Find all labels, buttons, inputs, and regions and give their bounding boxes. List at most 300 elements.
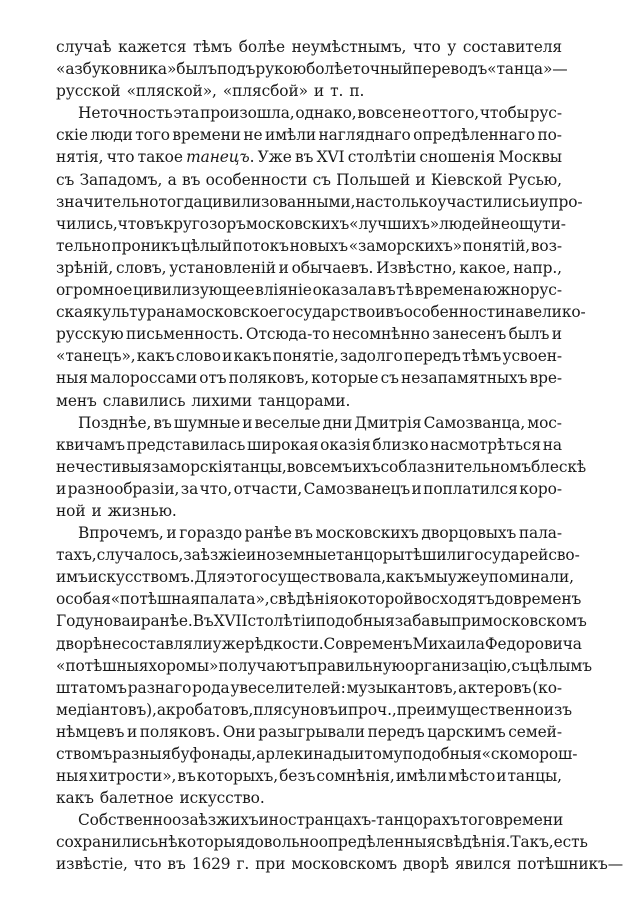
word: какое, [459, 258, 511, 277]
word: того [459, 811, 495, 830]
text-line [56, 434, 562, 456]
word: передъ [403, 347, 461, 366]
paragraph [56, 412, 587, 522]
word: цѣлый [180, 236, 232, 255]
word: свѣдѣнія. [436, 833, 511, 852]
text-line [56, 500, 562, 522]
text-line [56, 146, 562, 168]
word: и [222, 347, 233, 366]
word: пала- [518, 524, 562, 543]
word: «потѣшная [110, 590, 200, 609]
word: въ [153, 413, 172, 432]
word: XVII [213, 612, 248, 631]
word: кажется [118, 38, 187, 56]
text-line [56, 633, 582, 655]
word: Дмитрія [354, 413, 422, 432]
word: понятіе, [272, 347, 339, 366]
word: Самозванецъ [303, 479, 411, 498]
word: музыкантовъ, [346, 678, 458, 697]
word: XVI [316, 148, 345, 167]
word: палата», [200, 590, 270, 609]
word: мы [423, 568, 448, 587]
word: всемъ [304, 457, 353, 476]
text-line [56, 345, 562, 367]
word: мѣсто [447, 767, 496, 786]
word: нѣмцевъ [56, 722, 125, 741]
word: существовала, [269, 568, 386, 587]
word: тѣмъ [192, 38, 233, 56]
word: и [551, 325, 562, 344]
word: письменность. [125, 325, 244, 344]
text-line [56, 279, 562, 301]
word: тогда [158, 192, 203, 211]
word: московскихъ [315, 524, 419, 543]
word: на [165, 303, 185, 322]
word: Отсюда-то [245, 325, 330, 344]
word: обычаевъ. [291, 258, 374, 277]
text-line [56, 412, 562, 434]
word: Годунова [56, 612, 131, 631]
word: столѣтіи [247, 612, 316, 631]
word: «пляской», [126, 82, 217, 101]
word: получаютъ [218, 656, 307, 675]
word: составителя [462, 38, 562, 56]
word: уже [212, 634, 245, 653]
word: тѣ [396, 281, 414, 300]
word: подобныя [315, 612, 395, 631]
word: ская [56, 303, 93, 322]
word: плясуновъ [253, 700, 338, 719]
word: во [286, 457, 305, 476]
word: которой [348, 590, 414, 609]
word: танцорами. [257, 391, 351, 410]
word: и [415, 170, 426, 189]
text-line [56, 566, 574, 588]
word: несоставляли [102, 634, 213, 653]
text-line [56, 191, 583, 213]
word: дворцовыхъ [421, 524, 517, 543]
word: искусствомъ. [87, 568, 195, 587]
word: русскую [56, 325, 124, 344]
word: неощути- [490, 214, 566, 233]
paragraph [56, 102, 586, 411]
word: вліяніе [255, 281, 312, 300]
word: времени [172, 126, 241, 145]
word: установленій [169, 258, 276, 277]
word: мос- [527, 413, 562, 432]
word: заѣзжіе [183, 546, 247, 565]
word: что [106, 148, 135, 167]
word: при [451, 612, 482, 631]
word: Русью, [507, 170, 562, 189]
word: и [126, 722, 138, 741]
word: арлекинады [256, 745, 355, 763]
word: поплатился [423, 479, 518, 498]
word: сношенія [419, 148, 496, 167]
word: насмотрѣться [430, 435, 542, 454]
word: государей [466, 546, 549, 565]
word: нечестивыя [56, 457, 152, 476]
word: нѣкоторыя [158, 833, 246, 852]
word: менъ [56, 391, 97, 410]
word: южнорус- [482, 281, 562, 300]
text-line [56, 235, 562, 257]
word: Такъ, [510, 833, 554, 852]
word: г. [236, 855, 250, 874]
text-line [56, 588, 582, 610]
word: иноземные [246, 546, 337, 565]
word: восходятъ [413, 590, 495, 609]
word: и [496, 767, 507, 786]
word: и [130, 612, 141, 631]
word: тѣшили [404, 546, 467, 565]
word: русской [56, 82, 121, 101]
word: въ [295, 148, 314, 167]
word: Польшей [336, 170, 410, 189]
paragraph [56, 36, 568, 102]
word: упро- [539, 192, 583, 211]
word: буфонады, [171, 745, 257, 763]
word: какъ [385, 568, 424, 587]
word: славились [102, 391, 186, 410]
word: шумные [173, 413, 241, 432]
word: однако, [295, 104, 357, 123]
word: случаѣ [56, 38, 112, 56]
text-line [56, 169, 562, 191]
word: свѣдѣнія [269, 590, 340, 609]
word: довольно [245, 833, 319, 852]
text-line [56, 80, 562, 102]
paragraph [56, 522, 592, 809]
word: «азбуковника» [56, 60, 177, 79]
word: заѣзжихъ [181, 811, 259, 830]
word: Собственно [78, 811, 172, 830]
word: особая [56, 590, 111, 609]
word: увеселителей: [230, 678, 346, 697]
word: люди [90, 126, 133, 145]
word: въ [377, 281, 396, 300]
word: Для [194, 568, 227, 587]
word: московскомъ [481, 612, 587, 631]
text-line [56, 610, 587, 632]
text-line [56, 257, 562, 279]
word: московскихъ [245, 214, 350, 233]
word: времени [494, 811, 564, 830]
word: «заморскихъ» [348, 236, 462, 255]
word: дни [322, 413, 353, 432]
word: ныя [56, 767, 88, 786]
word: опредѣленнаго [413, 126, 536, 145]
word: чились, [56, 214, 118, 233]
word: организацію, [404, 656, 512, 675]
word: за [180, 479, 199, 498]
word: поляковъ. [139, 722, 221, 741]
word: отъ [199, 369, 227, 388]
text-line [56, 301, 586, 323]
word: коро- [519, 479, 562, 498]
word: проникъ [111, 236, 181, 255]
word: медіантовъ), [56, 700, 157, 719]
word: явился [454, 855, 512, 874]
word: ныя [56, 369, 88, 388]
word: рус- [529, 104, 562, 123]
word: уже [447, 568, 480, 587]
word: съ [312, 170, 331, 189]
word: не [243, 126, 263, 145]
text-line [56, 522, 562, 544]
word: этого [226, 568, 270, 587]
word: государство [277, 303, 376, 322]
word: ствомъ [56, 745, 113, 763]
word: что [133, 855, 162, 874]
text-line [56, 544, 580, 566]
word: нятія, [56, 148, 104, 167]
word: тому [364, 745, 403, 763]
word: есть [553, 833, 588, 852]
word: представилась [126, 435, 246, 454]
word: велико- [524, 303, 586, 322]
word: царскимъ [427, 722, 506, 741]
text-line [56, 655, 592, 677]
word: «лучшихъ» [349, 214, 440, 233]
word: преимущественно [396, 700, 544, 719]
word: вовсе [357, 104, 402, 123]
word: новыхъ [289, 236, 348, 255]
word: иностранцахъ-танцорахъ [258, 811, 460, 830]
word: слово [175, 347, 221, 366]
word: болѣе [238, 38, 285, 56]
word: разныя [112, 745, 172, 763]
word: потокъ [232, 236, 289, 255]
word: цѣлымъ [529, 656, 592, 675]
word: балетное [99, 789, 174, 808]
word: Западомъ, [79, 170, 163, 189]
word: «потѣшныя [56, 656, 149, 675]
word: «танецъ», [56, 347, 136, 366]
word: и [411, 479, 422, 498]
word: поляковъ, [228, 369, 310, 388]
word: ранѣе [244, 524, 292, 543]
word: актеровъ [458, 678, 532, 697]
word: ной [56, 501, 86, 520]
word: что [412, 38, 441, 56]
word: эта [173, 104, 200, 123]
word: ранѣе. [140, 612, 193, 631]
word: имѣли [265, 126, 317, 145]
word: нагляднаго [318, 126, 411, 145]
paragraph [56, 809, 623, 875]
word: танцы, [507, 767, 562, 786]
word: былъ [508, 325, 550, 344]
text-line [56, 677, 562, 699]
word: въ [385, 303, 404, 322]
word: какъ [233, 347, 272, 366]
word: малороссами [90, 369, 197, 388]
word: рѣдкости. [244, 634, 324, 653]
word: рода [192, 678, 230, 697]
word: «скоморош- [481, 745, 578, 763]
text-line [56, 787, 562, 809]
word: забавы [394, 612, 452, 631]
word: Они [222, 722, 256, 741]
word: (ко- [532, 678, 562, 697]
word: веселые [254, 413, 321, 432]
word: болѣе [306, 60, 353, 79]
word: правильную [306, 656, 405, 675]
word: и [166, 524, 177, 543]
word: ихъ [352, 457, 381, 476]
word: Неточность [78, 104, 173, 123]
word: по- [537, 126, 562, 145]
word: сомнѣнія, [316, 767, 395, 786]
word: Уже [257, 148, 292, 167]
word: подъ [216, 60, 256, 79]
word: временъ [344, 634, 413, 653]
word: разыгрывали [258, 722, 365, 741]
word: хитрости», [89, 767, 177, 786]
word: опредѣленныя [318, 833, 437, 852]
word: дворѣ [56, 634, 103, 653]
word: до [494, 590, 514, 609]
word: участились [437, 192, 530, 211]
word: на [542, 435, 562, 454]
word: тахъ, [56, 546, 97, 565]
word: тельно [56, 236, 111, 255]
word: соблазнительномъ [380, 457, 532, 476]
word: сво- [548, 546, 580, 565]
text-line [56, 390, 562, 412]
word: какъ [136, 347, 175, 366]
word: подобныя [402, 745, 482, 763]
word: Позднѣе, [78, 413, 152, 432]
text-line [56, 765, 562, 787]
word: точный [352, 60, 413, 79]
word: проч., [347, 700, 397, 719]
word: штатомъ [56, 678, 127, 697]
word: напр., [513, 258, 562, 277]
word: что, [199, 479, 233, 498]
word: въ [177, 767, 196, 786]
text-line [56, 213, 566, 235]
word: Москвы [498, 148, 562, 167]
word: незапамятныхъ [401, 369, 528, 388]
word: блескѣ [531, 457, 587, 476]
word: хоромы» [148, 656, 219, 675]
word: культура [92, 303, 166, 322]
word: рукою [255, 60, 307, 79]
word: людей [439, 214, 491, 233]
text-line [56, 36, 562, 58]
word: акробатовъ, [156, 700, 254, 719]
word: Впрочемъ, [78, 524, 164, 543]
word: огромное [56, 281, 133, 300]
text-line [56, 853, 623, 875]
word: извѣстіе, [56, 855, 128, 874]
word: скіе [56, 126, 88, 145]
word: того [135, 126, 170, 145]
text-line [56, 456, 587, 478]
text-line [56, 831, 588, 853]
word: дворѣ [402, 855, 449, 874]
word: настолько [355, 192, 438, 211]
word: и [375, 303, 386, 322]
word: которыхъ, [196, 767, 279, 786]
word: неумѣстнымъ, [291, 38, 407, 56]
word: т. [330, 82, 344, 101]
word: зрѣній, [56, 258, 114, 277]
word: усвоен- [502, 347, 562, 366]
word: и [337, 700, 348, 719]
word: безъ [279, 767, 316, 786]
word: произошла, [200, 104, 295, 123]
word: воз- [530, 236, 562, 255]
word: съ [56, 170, 75, 189]
word: переводъ [412, 60, 488, 79]
word: не [402, 104, 422, 123]
word: лихими [191, 391, 252, 410]
text-line [56, 58, 568, 80]
word: значительно [56, 192, 159, 211]
word: которые [311, 369, 379, 388]
word: и [242, 413, 253, 432]
word: въ [182, 170, 201, 189]
word: близко [372, 435, 429, 454]
word: передъ [367, 722, 425, 741]
word: Въ [192, 612, 214, 631]
word: оказія [320, 435, 371, 454]
word: имѣли [395, 767, 447, 786]
word: вре- [529, 369, 562, 388]
word: въ [167, 855, 186, 874]
word: и [529, 192, 540, 211]
word: оттого, [421, 104, 480, 123]
word: танцы, [232, 457, 287, 476]
word: на [505, 303, 525, 322]
text-line [56, 124, 562, 146]
word: несомнѣнно [332, 325, 430, 344]
text-line [56, 809, 562, 831]
word: оказала [312, 281, 377, 300]
word: времена [414, 281, 483, 300]
word: цивилизующее [133, 281, 255, 300]
word: въ [145, 214, 164, 233]
word: п. [349, 82, 365, 101]
word: а [167, 170, 177, 189]
word: заморскія [151, 457, 233, 476]
word: танцоры [336, 546, 405, 565]
word: танецъ. [186, 148, 255, 167]
word: Федоровича [484, 634, 582, 653]
word: понятій, [462, 236, 531, 255]
word: Самозванца, [423, 413, 526, 432]
word: гораздо [179, 524, 243, 543]
word: что [117, 214, 146, 233]
page-text [56, 36, 623, 876]
word: «танца»— [487, 60, 568, 79]
word: при [255, 855, 286, 874]
word: квичамъ [56, 435, 125, 454]
word: жизнью. [107, 501, 177, 520]
word: временъ [513, 590, 582, 609]
word: Со [323, 634, 345, 653]
word: съ [380, 369, 399, 388]
text-line [56, 102, 562, 124]
text-line [56, 367, 562, 389]
word: московскомъ [291, 855, 397, 874]
word: сохранились [56, 833, 159, 852]
word: особенности [205, 170, 308, 189]
word: и [313, 82, 325, 101]
